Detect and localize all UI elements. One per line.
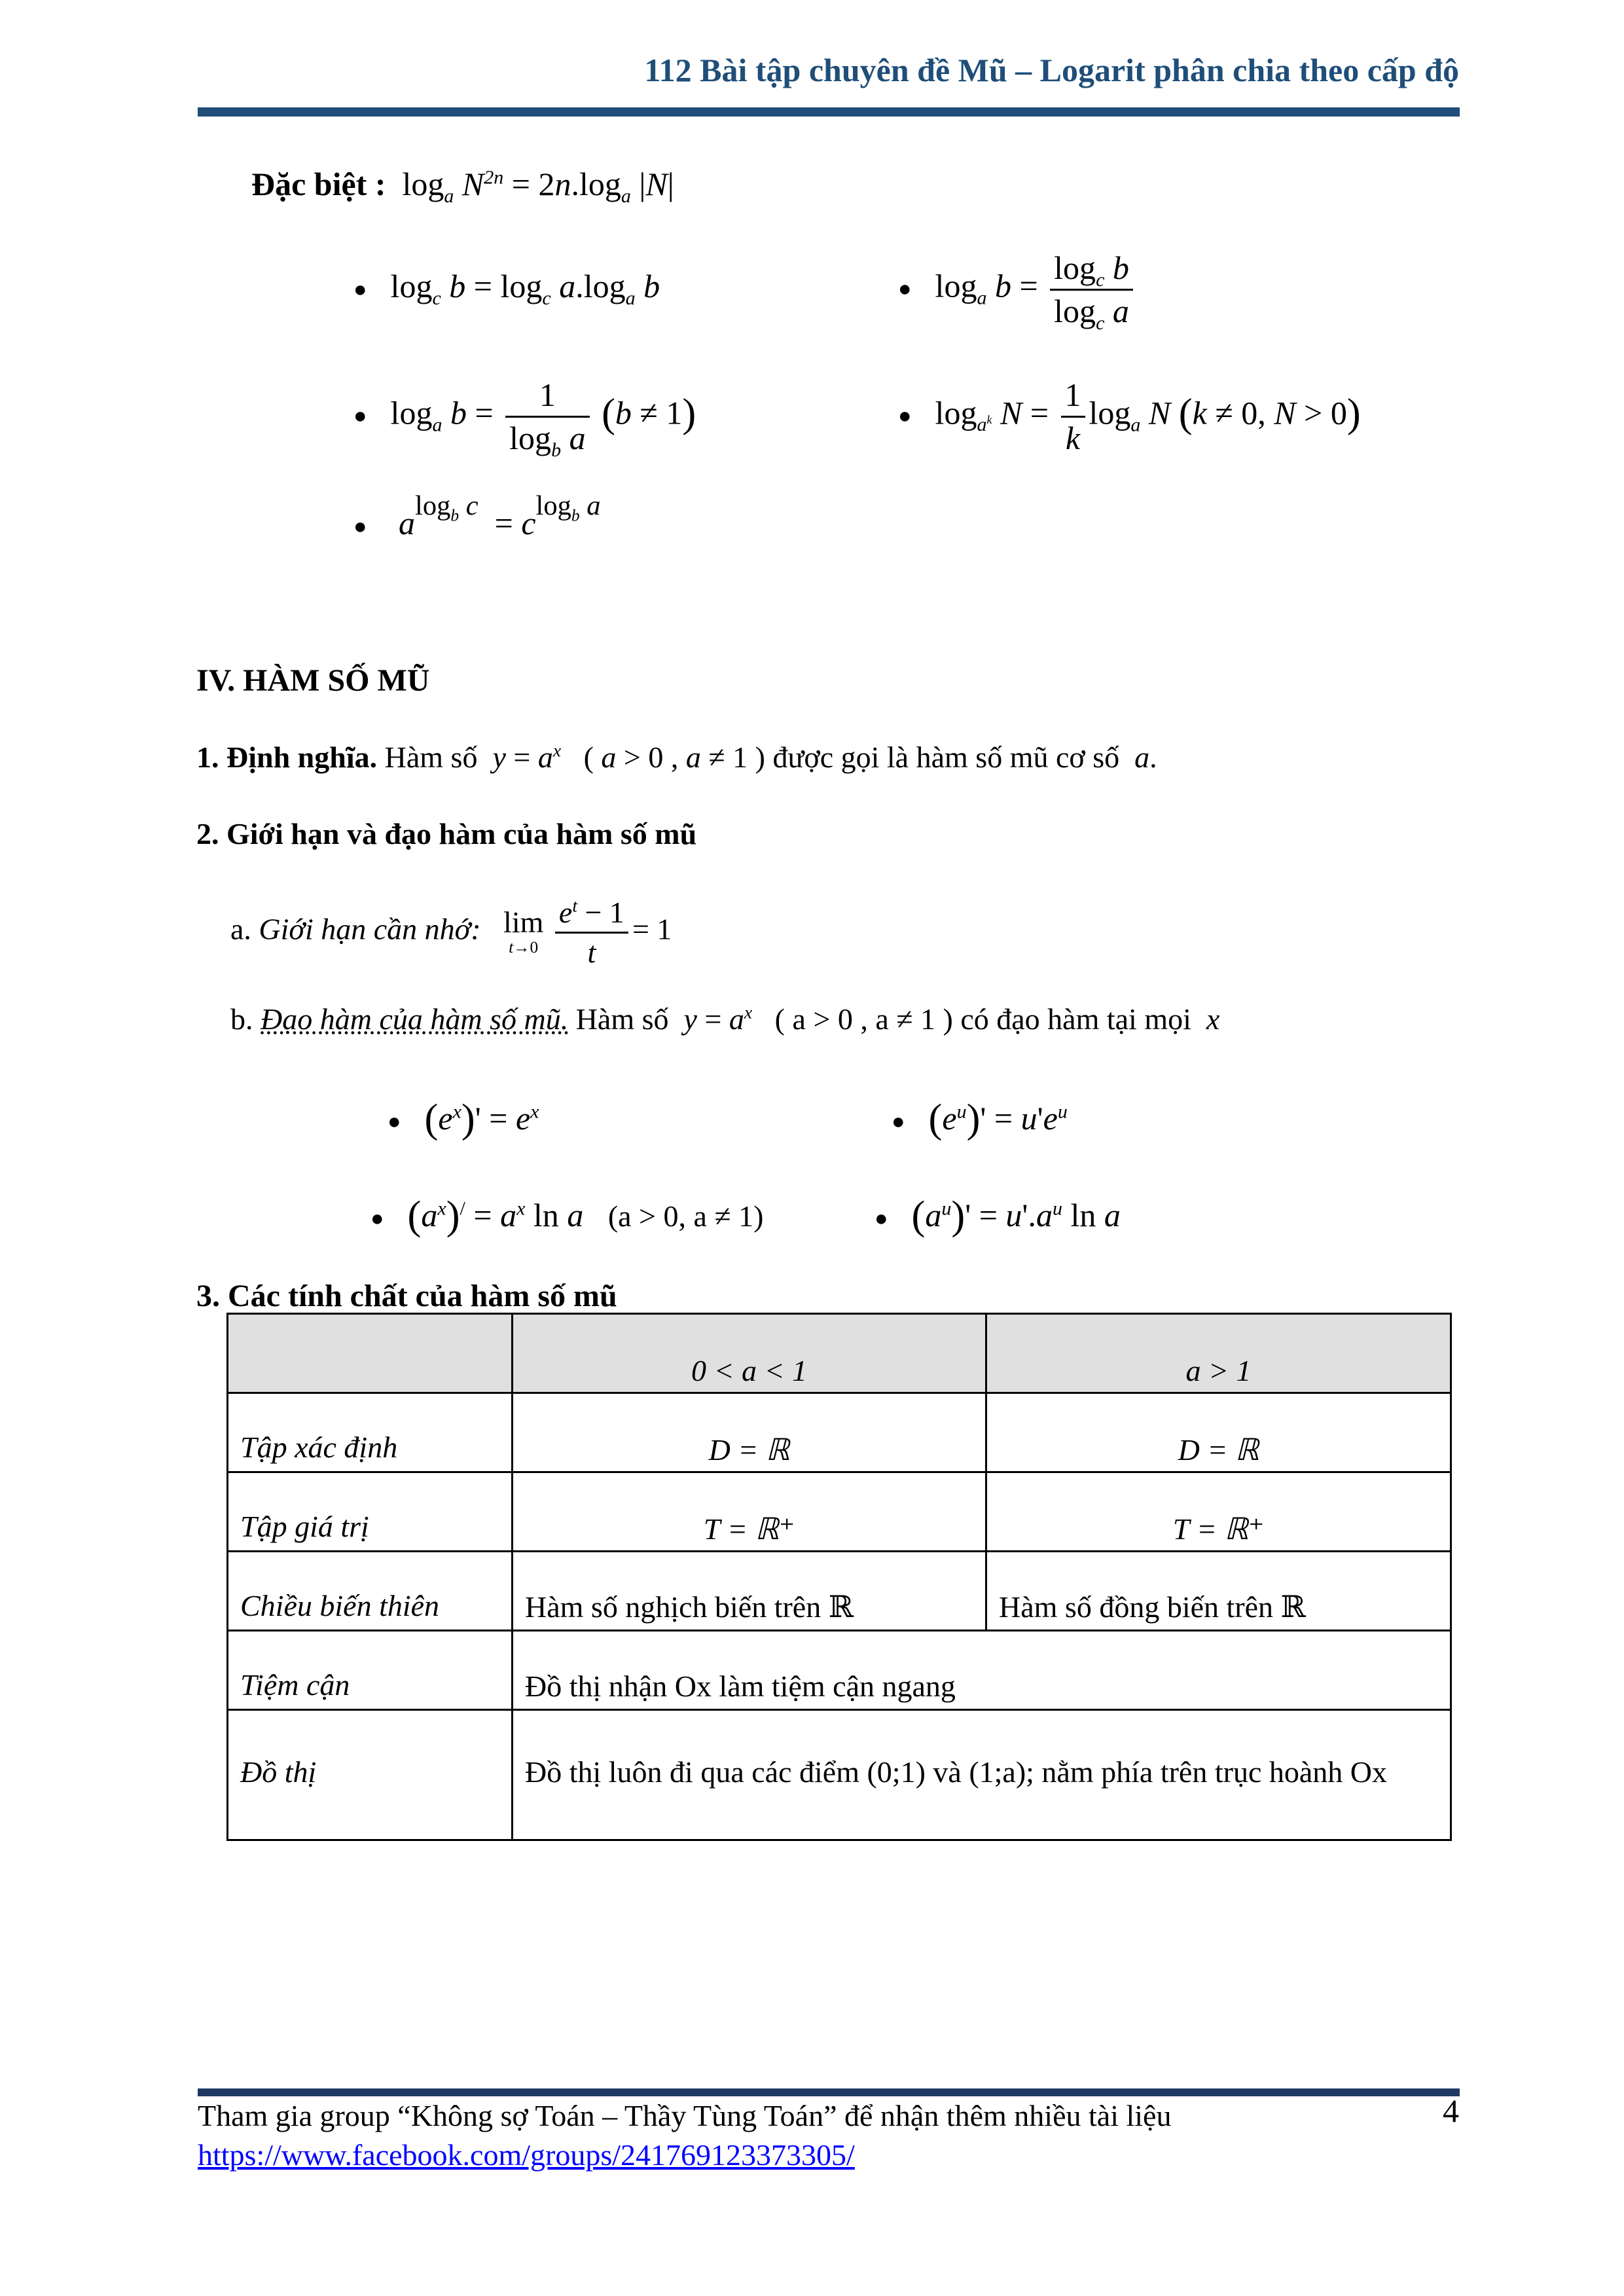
fraction: $\frac{\log_c b}{\log_c a}$: [1050, 247, 1133, 331]
definition-base: a: [1134, 740, 1150, 774]
table-cell: D = ℝ: [986, 1393, 1451, 1472]
limit-item: a. Giới hạn cần nhớ: lim t→0 $\frac{e^t - 1}{t}$ = 1: [230, 894, 672, 971]
table-cell: Hàm số nghịch biến trên ℝ: [513, 1552, 986, 1631]
row-label: Tiệm cận: [228, 1631, 513, 1710]
bullet-icon: ●: [892, 1109, 905, 1134]
table-cell-merged: Đồ thị nhận Ox làm tiệm cận ngang: [513, 1631, 1451, 1710]
bullet-icon: ●: [388, 1109, 401, 1134]
log-rule-power-base: ● $\log_{a^k} N$ = $\frac{1}{k}$ $\log_a N$ (k ≠ 0, N > 0): [898, 374, 1361, 458]
table-header-cell: a > 1: [986, 1314, 1451, 1393]
bullet-icon: ●: [898, 404, 912, 428]
row-label: Chiều biến thiên: [228, 1552, 513, 1631]
bullet-icon: ●: [353, 404, 367, 428]
derivative-item: b. Đạo hàm của hàm số mũ. Hàm số $y = a^x$ ( a > 0 , a ≠ 1 ) có đạo hàm tại mọi x: [230, 1002, 1220, 1036]
derivative-text-after: có đạo hàm tại mọi: [960, 1002, 1191, 1036]
table-row: [228, 1472, 1451, 1552]
table-cell: Hàm số đồng biến trên ℝ: [986, 1552, 1451, 1631]
table-header-cell: [228, 1314, 513, 1393]
bullet-icon: ●: [370, 1206, 384, 1231]
table-row: [228, 1710, 1451, 1840]
definition: 1. Định nghĩa. Hàm số $y = a^x$ ( a > 0 , a ≠ 1 ) được gọi là hàm số mũ cơ số a.: [196, 740, 1157, 774]
table-cell: T = ℝ⁺: [513, 1472, 986, 1552]
row-label: Đồ thị: [228, 1710, 513, 1840]
properties-table: [226, 1313, 1452, 1841]
subsection-properties-title: 3. Các tính chất của hàm số mũ: [196, 1279, 617, 1313]
derivative-rule-au: ● $(a^u)' = u'.a^u$ ln a: [875, 1192, 1121, 1238]
derivative-rule-eu: ● $(e^u)' = u'e^u$: [892, 1095, 1068, 1141]
table-header-cell: 0 < a < 1: [513, 1314, 986, 1393]
bullet-icon: ●: [353, 277, 367, 302]
table-row: [228, 1393, 1451, 1472]
definition-text-after: được gọi là hàm số mũ cơ số: [772, 740, 1120, 774]
section-title: IV. HÀM SỐ MŨ: [196, 663, 430, 698]
subsection-limits-title: 2. Giới hạn và đạo hàm của hàm số mũ: [196, 817, 697, 850]
derivative-text: Hàm số: [575, 1002, 669, 1036]
log-rule-swap-exponent: ● $a^{log_b c} = c^{log_b a}$: [353, 490, 601, 541]
derivative-rule-condition: (a > 0, a ≠ 1): [607, 1199, 764, 1233]
footer-link[interactable]: https://www.facebook.com/groups/241769123373305/: [198, 2138, 855, 2172]
derivative-rule-ex: ● $(e^x)' = e^x$: [388, 1095, 539, 1141]
fraction: $\frac{1}{k}$: [1061, 374, 1085, 458]
limit-label: Giới hạn cần nhớ:: [259, 912, 481, 946]
fraction: $\frac{e^t - 1}{t}$: [555, 894, 628, 971]
definition-number: 1.: [196, 740, 219, 774]
footer-text: Tham gia group “Không sợ Toán – Thầy Tùng Toán” để nhận thêm nhiều tài liệu: [198, 2099, 1172, 2132]
page-number: 4: [1443, 2092, 1459, 2129]
bullet-icon: ●: [353, 514, 367, 539]
special-label: Đặc biệt :: [251, 166, 386, 202]
derivative-var: x: [1206, 1002, 1220, 1036]
table-row: [228, 1631, 1451, 1710]
header-title: 112 Bài tập chuyên đề Mũ – Logarit phân chia theo cấp độ: [644, 52, 1459, 88]
log-rule-reciprocal: ● $\log_a b$ = $\frac{1}{\log_b a}$ (b ≠ 1): [353, 374, 696, 458]
definition-text: Hàm số: [384, 740, 478, 774]
derivative-prefix: b.: [230, 1002, 253, 1036]
row-label: Tập giá trị: [228, 1472, 513, 1552]
header-rule: [198, 107, 1460, 117]
log-rule-change-base-product: ● $\log_c b = \log_c a.\log_a$ b: [353, 268, 660, 309]
bullet-icon: ●: [898, 277, 912, 301]
special-formula: Đặc biệt : $\log_a N^{2n} = 2n.\log_a$ |N|: [251, 166, 674, 207]
definition-label: Định nghĩa.: [226, 740, 378, 774]
table-row: [228, 1552, 1451, 1631]
log-rule-change-base-fraction: ● $\log_a b$ = $\frac{\log_c b}{\log_c a}$: [898, 247, 1137, 331]
derivative-label: Đạo hàm của hàm số mũ.: [261, 1002, 569, 1036]
table-header-row: [228, 1314, 1451, 1393]
limit-prefix: a.: [230, 912, 251, 946]
bullet-icon: ●: [875, 1206, 888, 1231]
derivative-condition: ( a > 0 , a ≠ 1 ): [774, 1002, 953, 1036]
definition-end: .: [1149, 740, 1157, 774]
table-cell: T = ℝ⁺: [986, 1472, 1451, 1552]
footer-rule: [198, 2088, 1460, 2096]
fraction: $\frac{1}{\log_b a}$: [505, 374, 589, 458]
derivative-rule-ax: ● $(a^x)^/ = a^x$ ln a (a > 0, a ≠ 1): [370, 1192, 764, 1238]
row-label: Tập xác định: [228, 1393, 513, 1472]
lim-operator: lim t→0: [503, 905, 544, 957]
table-cell: D = ℝ: [513, 1393, 986, 1472]
table-cell-merged: Đồ thị luôn đi qua các điểm (0;1) và (1;a); nằm phía trên trục hoành Ox: [513, 1710, 1451, 1840]
